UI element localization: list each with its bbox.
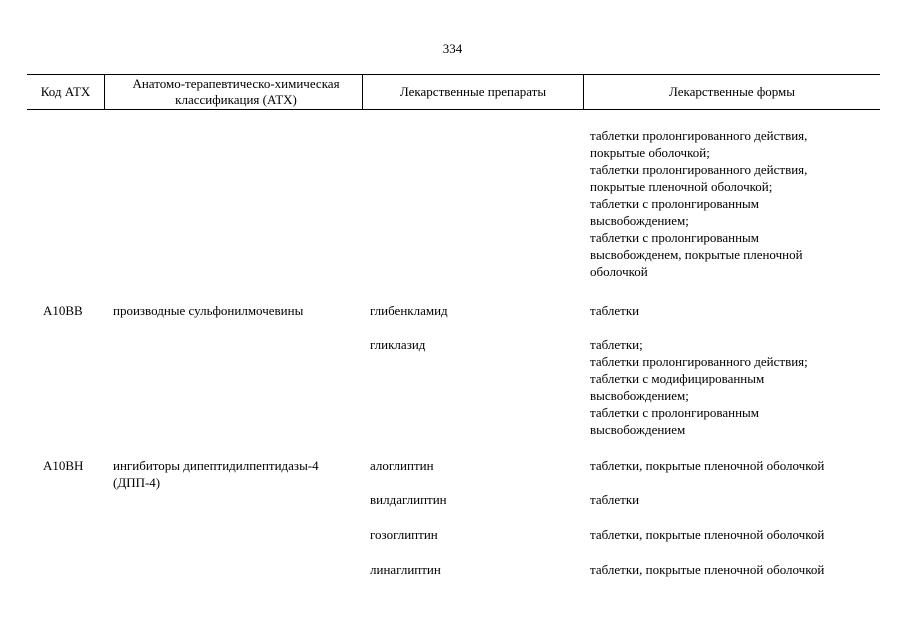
- header-forms: Лекарственные формы: [668, 84, 796, 99]
- drug-name: гликлазид: [370, 337, 426, 352]
- page-number: 334: [442, 41, 463, 56]
- drug-forms: таблетки; таблетки пролонгированного действия; таблетки с модифицированным высвобождением; таблетки с пролонгированным высвобождением: [590, 337, 808, 437]
- drug-forms: таблетки: [590, 303, 640, 318]
- header-classification: Анатомо-терапевтическо-химическая классификация (АТХ): [132, 76, 340, 107]
- drug-name: вилдаглиптин: [370, 492, 447, 507]
- drug-forms: таблетки, покрытые пленочной оболочкой: [590, 458, 825, 473]
- header-code: Код АТХ: [40, 84, 91, 99]
- drug-name: линаглиптин: [370, 562, 441, 577]
- atc-code: A10BB: [43, 303, 83, 318]
- drug-name: гозоглиптин: [370, 527, 438, 542]
- drug-forms: таблетки, покрытые пленочной оболочкой: [590, 527, 825, 542]
- drug-forms: таблетки пролонгированного действия, покрытые оболочкой; таблетки пролонгированного действия, покрытые пленочной оболочкой; таблетки с пролонгированным высвобождением; таблетки с пролонгированным высвобожденем, покрытые пленочной оболочкой: [590, 128, 808, 279]
- header-drugs: Лекарственные препараты: [399, 84, 547, 99]
- drug-forms: таблетки, покрытые пленочной оболочкой: [590, 562, 825, 577]
- drug-name: алоглиптин: [370, 458, 434, 473]
- drug-name: глибенкламид: [370, 303, 448, 318]
- drug-forms: таблетки: [590, 492, 640, 507]
- atc-code: A10BH: [43, 458, 84, 473]
- column-divider: [104, 74, 105, 110]
- atc-classification: производные сульфонилмочевины: [113, 303, 304, 318]
- atc-classification: ингибиторы дипептидилпептидазы-4 (ДПП-4): [113, 458, 319, 490]
